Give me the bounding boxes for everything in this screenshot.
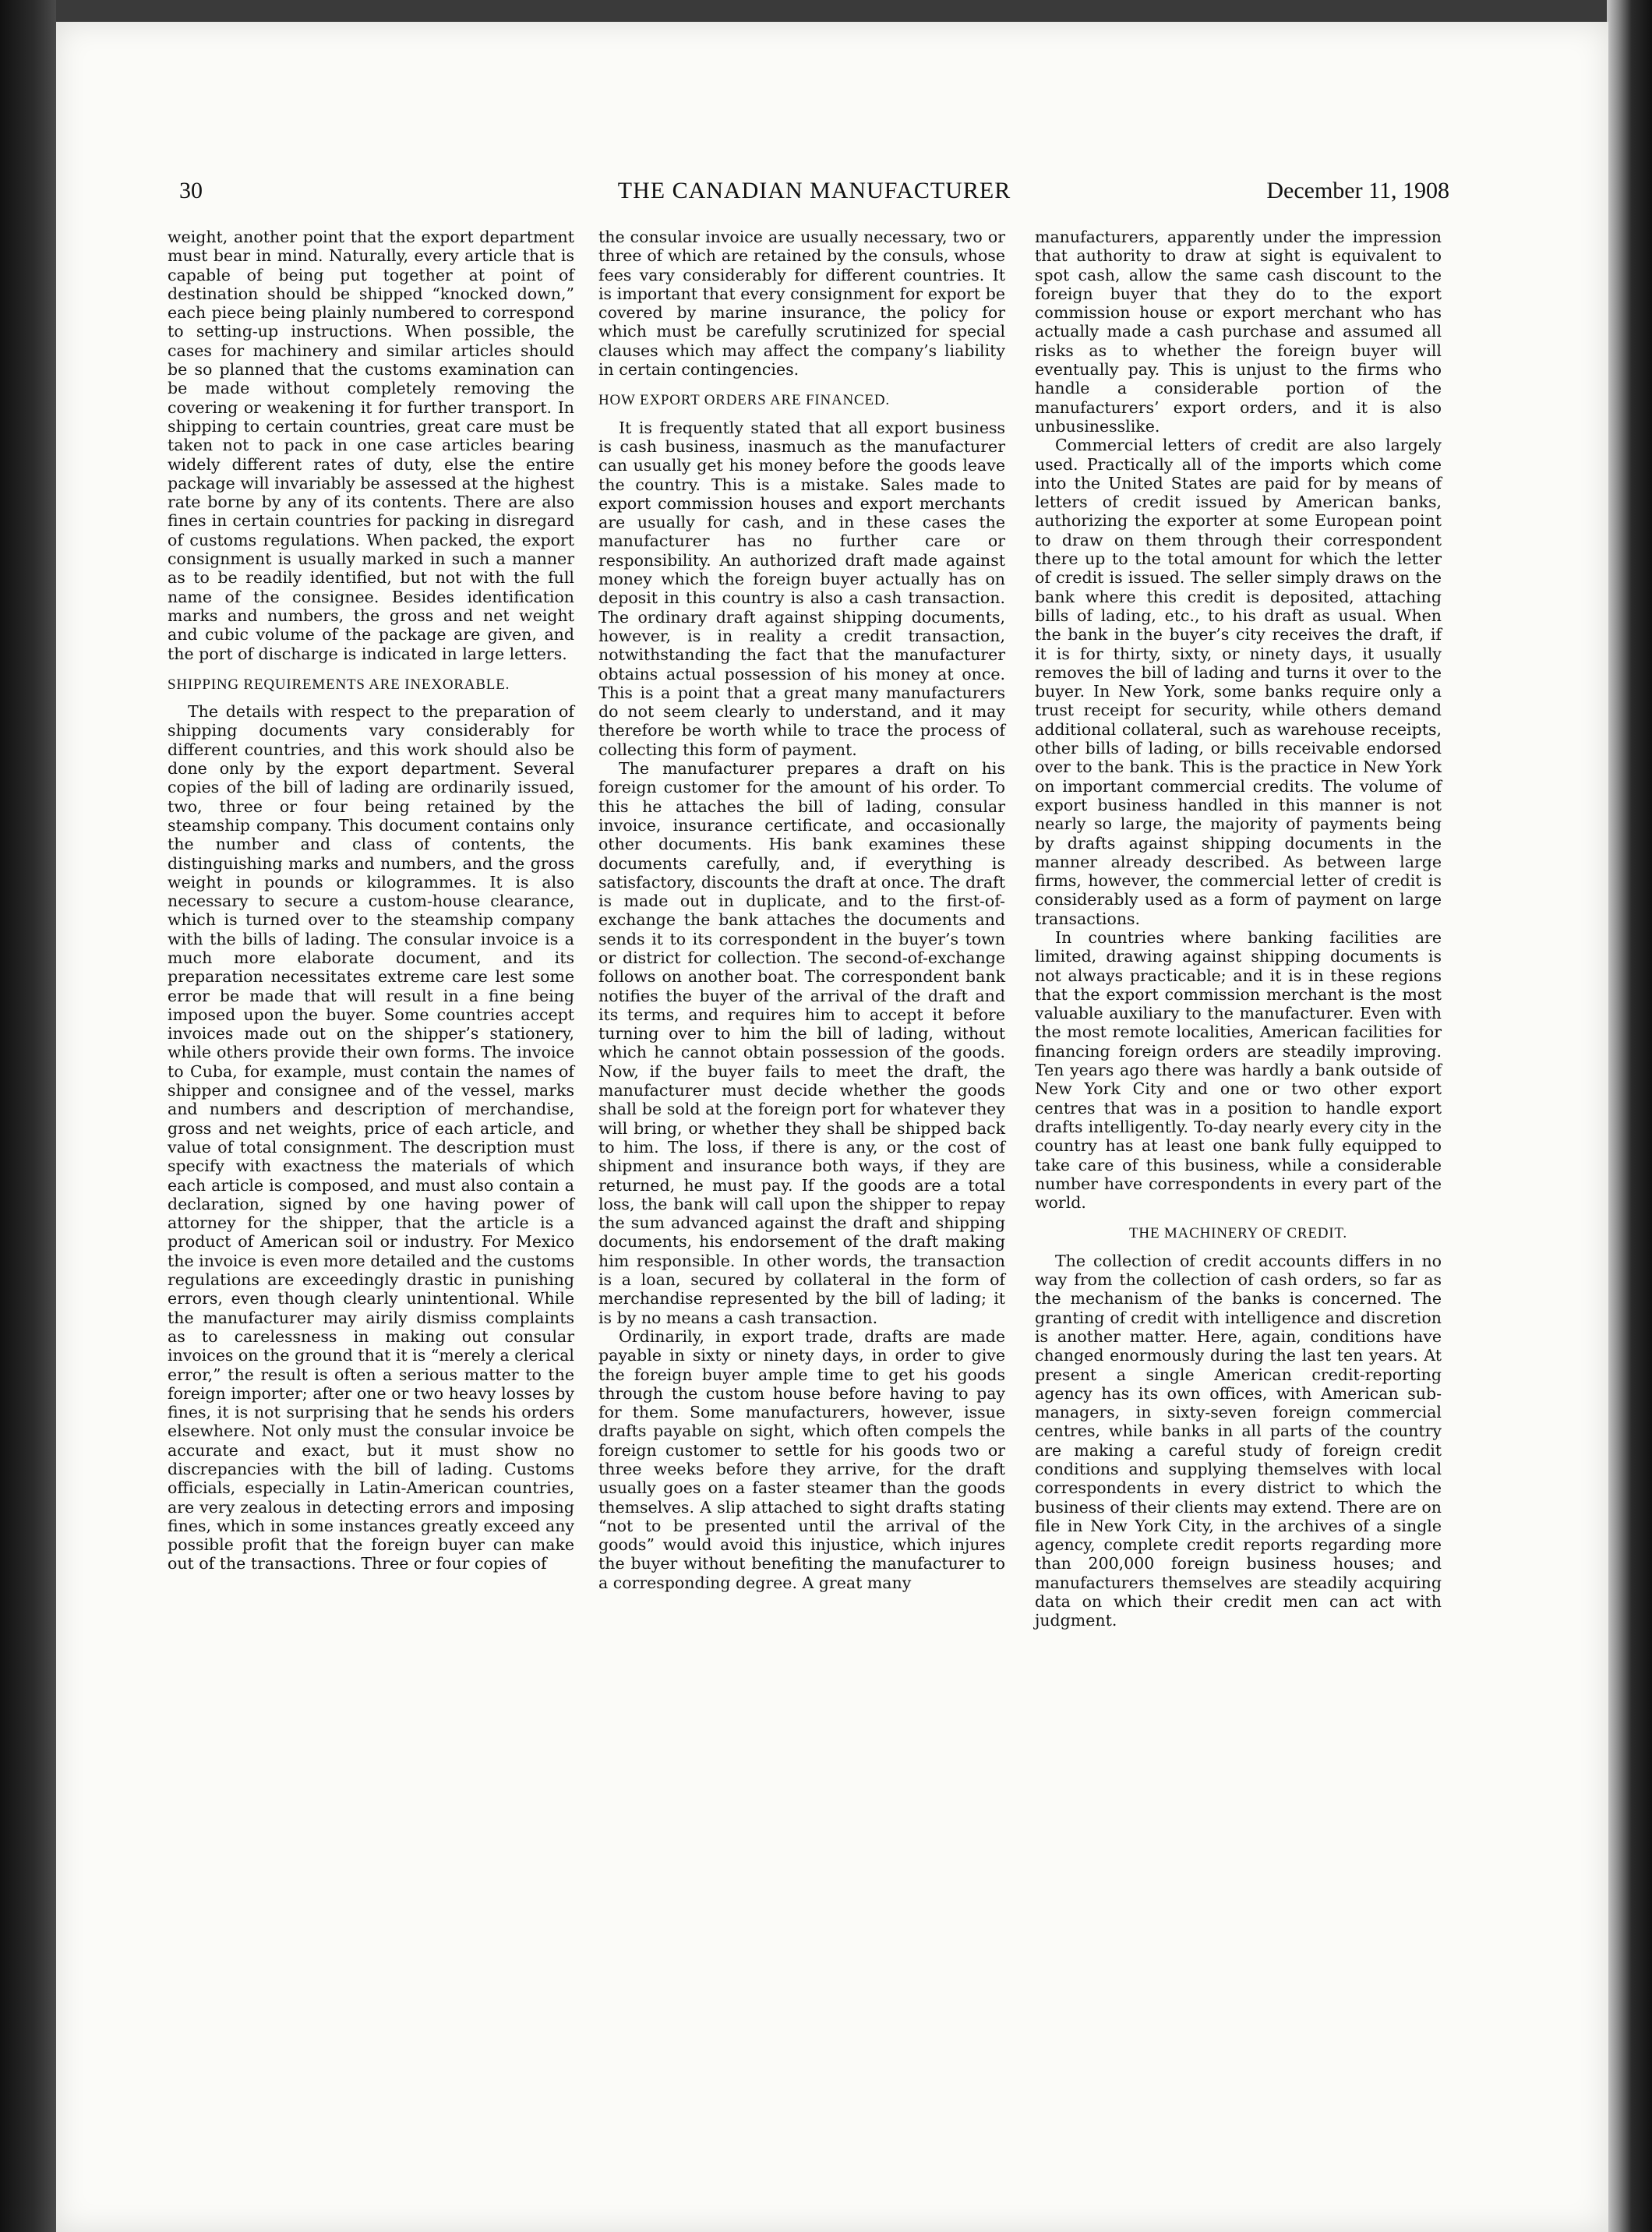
page-header [179,178,1449,217]
issue-date: December 11, 1908 [1266,178,1449,203]
paragraph: It is frequently stated that all export business is cash business, inasmuch as the manufacturer can usually get his money before the goods leave the country. This is a mistake. Sales made to export commission houses and export merchants are usually for cash, and in these cases the manufacturer has no further care or responsibility. An authorized draft made against money which the foreign buyer actually has on deposit in this country is also a cash transaction. The ordinary draft against shipping documents, however, is in reality a credit transaction, notwithstanding the fact that the manufacturer obtains actual possession of his money at once. This is a point that a great many manufacturers do not seem clearly to understand, and it may therefore be worth while to trace the process of collecting this form of payment. [598,418,1005,759]
scan-edge-left [0,0,56,2232]
article-column-1 [168,228,574,1573]
section-heading: HOW EXPORT ORDERS ARE FINANCED. [598,392,890,409]
scan-edge-right [1607,0,1652,2232]
paragraph: In countries where banking facilities are limited, drawing against shipping documents is not always practicable; and it is in these regions that the export commission merchant is the most valuable auxiliary to the manufacturer. Even with the most remote localities, American facilities for financing foreign orders are steadily improving. Ten years ago there was hardly a bank outside of New York City and one or two other export centres that was in a position to handle export drafts intelligently. To-day nearly every city in the country has at least one bank fully equipped to take care of this business, while a considerable number have correspondents in every part of the world. [1035,927,1442,1213]
paragraph: The manufacturer prepares a draft on his foreign customer for the amount of his order. To this he attaches the bill of lading, consular invoice, insurance certificate, and occasionally other documents. His bank examines these documents carefully, and, if everything is satisfactory, discounts the draft at once. The draft is made out in duplicate, and to the first-of-exchange the bank attaches the documents and sends it to its correspondent in the buyer’s town or district for collection. The second-of-exchange follows on another boat. The correspondent bank notifies the buyer of the arrival of the draft and its terms, and requires him to accept it before turning over to him the bill of lading, without which he cannot obtain possession of the goods. Now, if the buyer fails to meet the draft, the manufacturer must decide whether the goods shall be sold at the foreign port for whatever they will bring, or whether they shall be shipped back to him. The loss, if there is any, or the cost of shipment and insurance both ways, if they are returned, he must pay. If the goods are a total loss, the bank will call upon the shipper to repay the sum advanced against the draft and shipping documents, his endorsement of the draft making him responsible. In other words, the transaction is a loan, secured by collateral in the form of merchandise represented by the bill of lading; it is by no means a cash transaction. [598,759,1005,1327]
paragraph: weight, another point that the export department must bear in mind. Naturally, every article that is capable of being put together at point of destination should be shipped “knocked down,” each piece being plainly numbered to correspond to setting-up instructions. When possible, the cases for machinery and similar articles should be so planned that the customs examination can be made without completely removing the covering or weakening it for further transport. In shipping to certain countries, great care must be taken not to pack in one case articles bearing widely different rates of duty, else the entire package will invariably be assessed at the highest rate borne by any of its contents. There are also fines in certain countries for packing in disregard of customs regulations. When packed, the export consignment is usually marked in such a manner as to be readily identified, but not with the full name of the consignee. Besides identification marks and numbers, the gross and net weight and cubic volume of the package are given, and the port of discharge is indicated in large letters. [168,228,574,663]
paragraph: Commercial letters of credit are also largely used. Practically all of the imports which come into the United States are paid for by means of letters of credit issued by American banks, authorizing the exporter at some European point to draw on them through their correspondent there up to the total amount for which the letter of credit is issued. The seller simply draws on the bank where this credit is deposited, attaching bills of lading, etc., to his draft as usual. When the bank in the buyer’s city receives the draft, if it is for thirty, sixty, or ninety days, it usually removes the bill of lading and turns it over to the buyer. In New York, some banks require only a trust receipt for security, while others demand additional collateral, such as warehouse receipts, other bills of lading, or bills receivable endorsed over to the bank. This is the practice in New York on important commercial credits. The volume of export business handled in this manner is not nearly so large, the majority of payments being by drafts against shipping documents in the manner already described. As between large firms, however, the commercial letter of credit is considerably used as a form of payment on large transactions. [1035,436,1442,928]
paragraph: the consular invoice are usually necessary, two or three of which are retained by the consuls, whose fees vary considerably for different countries. It is important that every consignment for export be covered by marine insurance, the policy for which must be carefully scrutinized for special clauses which may affect the company’s liability in certain contingencies. [598,228,1005,380]
publication-title: THE CANADIAN MANUFACTURER [617,178,1011,203]
paragraph: manufacturers, apparently under the impression that authority to draw at sight is equivalent to spot cash, allow the same cash discount to the foreign buyer that they do to the export commission house or export merchant who has actually made a cash purchase and assumed all risks as to whether the foreign buyer will eventually pay. This is unjust to the firms who handle a considerable portion of the manufacturers’ export orders, and it is also unbusinesslike. [1035,228,1442,436]
paragraph: The collection of credit accounts differs in no way from the collection of cash orders, so far as the mechanism of the banks is concerned. The granting of credit with intelligence and discretion is another matter. Here, again, conditions have changed enormously during the last ten years. At present a single American credit-reporting agency has its own offices, with American sub-managers, in sixty-seven foreign commercial centres, while banks in all parts of the country are making a careful study of foreign credit conditions and supplying themselves with local correspondents in every district to which the business of their clients may extend. There are on file in New York City, in the archives of a single agency, complete credit reports regarding more than 200,000 foreign business houses; and manufacturers themselves are steadily acquiring data on which their credit men can act with judgment. [1035,1251,1442,1630]
article-column-2 [598,228,1005,1592]
paragraph: The details with respect to the preparation of shipping documents vary considerably for different countries, and this work should also be done only by the export department. Several copies of the bill of lading are ordinarily issued, two, three or four being retained by the steamship company. This document contains only the number and class of contents, the distinguishing marks and numbers, and the gross weight in pounds or kilogrammes. It is also necessary to secure a custom-house clearance, which is turned over to the steamship company with the bills of lading. The consular invoice is a much more elaborate document, and its preparation necessitates extreme care lest some error be made that will result in a fine being imposed upon the buyer. Some countries accept invoices made out on the shipper’s stationery, while others provide their own forms. The invoice to Cuba, for example, must contain the names of shipper and consignee and of the vessel, marks and numbers and description of merchandise, gross and net weights, price of each article, and value of total consignment. The description must specify with exactness the materials of which each article is composed, and must also contain a declaration, signed by one having power of attorney for the shipper, that the article is a product of American soil or industry. For Mexico the invoice is even more detailed and the customs regulations are exceedingly drastic in punishing errors, even though clearly unintentional. While the manufacturer may airily dismiss complaints as to carelessness in making out consular invoices on the ground that it is “merely a clerical error,” the result is often a serious matter to the foreign importer; after one or two heavy losses by fines, it is not surprising that he sends his orders elsewhere. Not only must the consular invoice be accurate and exact, but it must show no discrepancies with the bill of lading. Customs officials, especially in Latin-American countries, are very zealous in detecting errors and imposing fines, which in some instances greatly exceed any possible profit that the foreign buyer can make out of the transactions. Three or four copies of [168,702,574,1573]
article-column-3 [1035,228,1442,1630]
section-heading: THE MACHINERY OF CREDIT. [1129,1225,1347,1242]
paragraph: Ordinarily, in export trade, drafts are made payable in sixty or ninety days, in order to give the foreign buyer ample time to get his goods through the custom house before having to pay for them. Some manufacturers, however, issue drafts payable on sight, which often compels the foreign customer to settle for his goods two or three weeks before they arrive, for the draft usually goes on a faster steamer than the goods themselves. A slip attached to sight drafts stating “not to be presented until the arrival of the goods” would avoid this injustice, which injures the buyer without benefiting the manufacturer to a corresponding degree. A great many [598,1326,1005,1592]
section-heading: SHIPPING REQUIREMENTS ARE INEXORABLE. [168,676,510,693]
page-number: 30 [179,178,203,203]
